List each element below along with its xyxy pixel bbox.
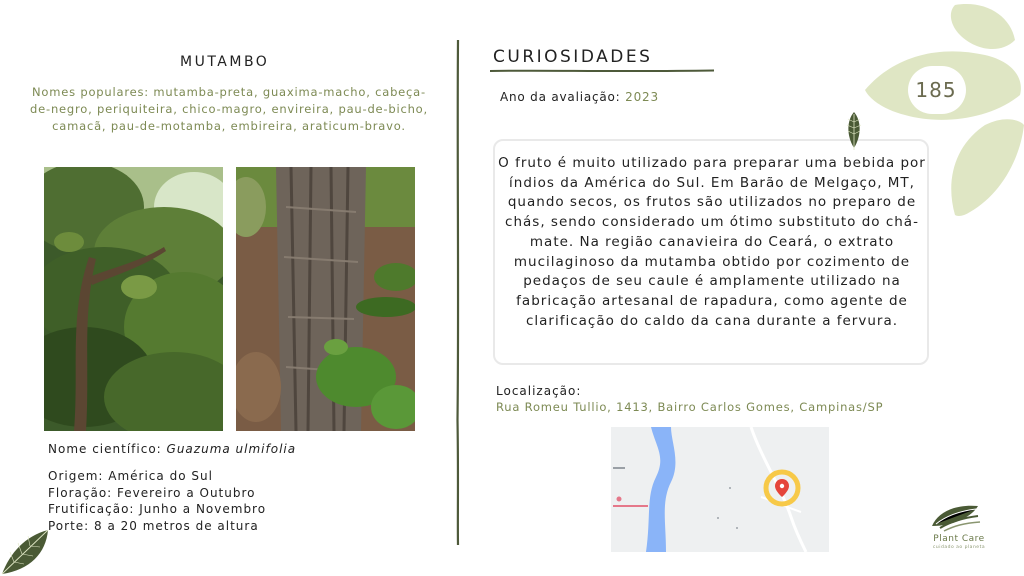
plant-care-logo-icon xyxy=(930,502,982,532)
page-number: 185 xyxy=(915,78,957,102)
fact-origin: Origem: América do Sul xyxy=(48,469,213,483)
brand-name: Plant Care xyxy=(933,534,985,544)
brand-tagline: cuidado ao planeta xyxy=(932,545,986,550)
plant-facts xyxy=(48,468,266,534)
leaf-icon xyxy=(843,110,865,152)
tree-canopy-photo xyxy=(44,167,223,431)
location-label: Localização: xyxy=(496,384,582,398)
plant-title: MUTAMBO xyxy=(180,54,270,70)
tree-trunk-photo xyxy=(236,167,415,431)
title-underline xyxy=(490,69,714,73)
leaf-icon xyxy=(0,528,52,576)
fact-flowering: Floração: Fevereiro a Outubro xyxy=(48,485,256,500)
year-value: 2023 xyxy=(625,90,659,104)
scientific-name xyxy=(48,442,296,456)
vertical-divider xyxy=(456,40,460,545)
curiosity-text: O fruto é muito utilizado para preparar uma bebida por índios da América do Sul. Em Barão de Melgaço, MT, quando secos, os frutos são utilizados no preparo de chás, sendo considerado um ótimo substituto do chá-mate. Na região canavieira do Ceará, o extrato mucilaginoso da mutamba obtido por cozimento de pedaços de seu caule é amplamente utilizado na fabricação artesanal de rapadura, como agente de clarificação do caldo da cana durante a fervura. xyxy=(498,155,926,329)
location-map[interactable] xyxy=(611,427,829,552)
year-label: Ano da avaliação: xyxy=(500,90,626,104)
fact-fruiting: Frutificação: Junho a Novembro xyxy=(48,502,267,516)
popular-names: Nomes populares: mutamba-preta, guaxima-macho, cabeça-de-negro, periquiteira, chico-magro, envireira, pau-de-bicho, camacã, pau-de-motamba, embireira, araticum-bravo. xyxy=(30,85,428,133)
evaluation-year xyxy=(500,90,659,104)
location-address: Rua Romeu Tullio, 1413, Bairro Carlos Gomes, Campinas/SP xyxy=(496,400,884,414)
fact-size: Porte: 8 a 20 metros de altura xyxy=(48,518,259,533)
scientific-name-label: Nome científico: xyxy=(48,442,167,456)
curiosities-title: CURIOSIDADES xyxy=(493,47,653,67)
scientific-name-value: Guazuma ulmifolia xyxy=(166,442,297,456)
